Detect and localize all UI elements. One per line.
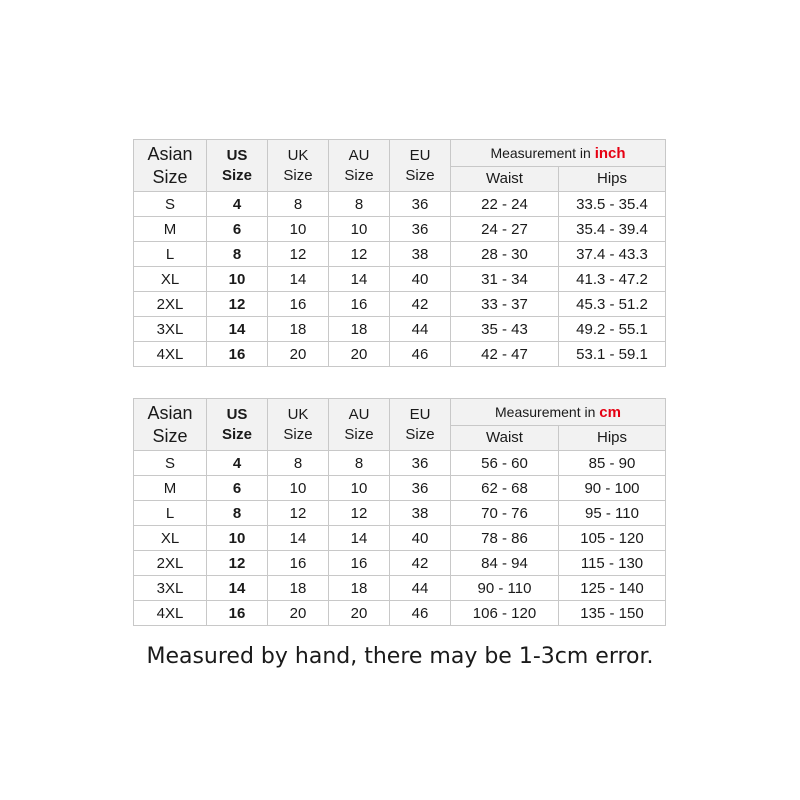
cell-uk: 10 [268, 476, 329, 501]
cell-uk: 14 [268, 526, 329, 551]
header-hips: Hips [559, 167, 666, 192]
cell-au: 16 [329, 292, 390, 317]
table-row [134, 601, 666, 626]
cell-au: 10 [329, 217, 390, 242]
cell-waist: 62 - 68 [451, 476, 559, 501]
cell-au: 18 [329, 576, 390, 601]
cell-us: 16 [207, 601, 268, 626]
cell-asian: M [134, 217, 207, 242]
cell-eu: 44 [390, 576, 451, 601]
cell-asian: S [134, 192, 207, 217]
cell-eu: 36 [390, 192, 451, 217]
cell-us: 16 [207, 342, 268, 367]
table-row [134, 342, 666, 367]
cell-asian: XL [134, 526, 207, 551]
table-row [134, 551, 666, 576]
table-row [134, 451, 666, 476]
unit-label-inch: inch [594, 144, 626, 162]
header-waist: Waist [451, 426, 559, 451]
header-waist: Waist [451, 167, 559, 192]
cell-au: 20 [329, 342, 390, 367]
table-row [134, 242, 666, 267]
header-uk-size: UK Size [268, 399, 329, 451]
header-au-size: AU Size [329, 399, 390, 451]
cell-eu: 40 [390, 526, 451, 551]
cell-us: 14 [207, 317, 268, 342]
cell-eu: 36 [390, 476, 451, 501]
measurement-note: Measured by hand, there may be 1-3cm error. [146, 644, 654, 669]
cell-hips: 45.3 - 51.2 [559, 292, 666, 317]
table-row [134, 267, 666, 292]
cell-asian: S [134, 451, 207, 476]
cell-hips: 49.2 - 55.1 [559, 317, 666, 342]
size-table-cm [133, 398, 666, 626]
cell-us: 4 [207, 451, 268, 476]
cell-au: 8 [329, 192, 390, 217]
cell-eu: 36 [390, 217, 451, 242]
header-eu-size: EU Size [390, 140, 451, 192]
cell-asian: M [134, 476, 207, 501]
cell-au: 8 [329, 451, 390, 476]
cell-asian: 3XL [134, 576, 207, 601]
header-uk-size: UK Size [268, 140, 329, 192]
cell-eu: 44 [390, 317, 451, 342]
cell-uk: 20 [268, 342, 329, 367]
cell-uk: 12 [268, 501, 329, 526]
header-eu-size: EU Size [390, 399, 451, 451]
cell-us: 6 [207, 217, 268, 242]
cell-asian: 3XL [134, 317, 207, 342]
cell-uk: 18 [268, 576, 329, 601]
cell-uk: 12 [268, 242, 329, 267]
cell-au: 12 [329, 242, 390, 267]
cell-asian: L [134, 242, 207, 267]
cell-waist: 78 - 86 [451, 526, 559, 551]
table-row [134, 217, 666, 242]
cell-us: 6 [207, 476, 268, 501]
table-row [134, 476, 666, 501]
cell-uk: 10 [268, 217, 329, 242]
cell-hips: 33.5 - 35.4 [559, 192, 666, 217]
cell-uk: 20 [268, 601, 329, 626]
cell-us: 10 [207, 267, 268, 292]
cell-waist: 56 - 60 [451, 451, 559, 476]
cell-au: 18 [329, 317, 390, 342]
cell-waist: 31 - 34 [451, 267, 559, 292]
cell-uk: 16 [268, 551, 329, 576]
cell-eu: 46 [390, 342, 451, 367]
cell-us: 12 [207, 292, 268, 317]
cell-waist: 84 - 94 [451, 551, 559, 576]
size-table-inch [133, 139, 666, 367]
cell-us: 12 [207, 551, 268, 576]
cell-hips: 35.4 - 39.4 [559, 217, 666, 242]
cell-waist: 28 - 30 [451, 242, 559, 267]
cell-waist: 35 - 43 [451, 317, 559, 342]
cell-waist: 70 - 76 [451, 501, 559, 526]
cell-asian: XL [134, 267, 207, 292]
cell-eu: 42 [390, 292, 451, 317]
header-measurement-inch: Measurement in inch [451, 140, 666, 167]
header-us-size: US Size [207, 140, 268, 192]
cell-eu: 40 [390, 267, 451, 292]
cell-au: 14 [329, 526, 390, 551]
cell-hips: 105 - 120 [559, 526, 666, 551]
cell-uk: 14 [268, 267, 329, 292]
cell-au: 12 [329, 501, 390, 526]
cell-hips: 85 - 90 [559, 451, 666, 476]
cell-eu: 38 [390, 242, 451, 267]
header-us-size: US Size [207, 399, 268, 451]
cell-waist: 33 - 37 [451, 292, 559, 317]
header-hips: Hips [559, 426, 666, 451]
cell-au: 16 [329, 551, 390, 576]
header-au-size: AU Size [329, 140, 390, 192]
table-row [134, 292, 666, 317]
header-asian-size: Asian Size [134, 140, 207, 192]
cell-uk: 18 [268, 317, 329, 342]
cell-waist: 106 - 120 [451, 601, 559, 626]
cell-uk: 8 [268, 192, 329, 217]
cell-hips: 135 - 150 [559, 601, 666, 626]
cell-asian: 4XL [134, 342, 207, 367]
cell-us: 10 [207, 526, 268, 551]
cell-waist: 90 - 110 [451, 576, 559, 601]
cell-asian: 2XL [134, 551, 207, 576]
cell-au: 20 [329, 601, 390, 626]
cell-hips: 115 - 130 [559, 551, 666, 576]
cell-hips: 41.3 - 47.2 [559, 267, 666, 292]
header-measurement-cm: Measurement in cm [451, 399, 666, 426]
cell-us: 14 [207, 576, 268, 601]
table-row [134, 576, 666, 601]
cell-us: 4 [207, 192, 268, 217]
cell-asian: L [134, 501, 207, 526]
unit-label-cm: cm [599, 403, 621, 421]
table-row [134, 317, 666, 342]
cell-uk: 16 [268, 292, 329, 317]
cell-uk: 8 [268, 451, 329, 476]
table-row [134, 501, 666, 526]
cell-eu: 46 [390, 601, 451, 626]
cell-hips: 37.4 - 43.3 [559, 242, 666, 267]
cell-eu: 36 [390, 451, 451, 476]
table-row [134, 526, 666, 551]
cell-asian: 4XL [134, 601, 207, 626]
header-asian-size: Asian Size [134, 399, 207, 451]
cell-waist: 42 - 47 [451, 342, 559, 367]
table-row [134, 192, 666, 217]
cell-eu: 42 [390, 551, 451, 576]
cell-us: 8 [207, 242, 268, 267]
cell-hips: 90 - 100 [559, 476, 666, 501]
cell-waist: 22 - 24 [451, 192, 559, 217]
cell-us: 8 [207, 501, 268, 526]
cell-waist: 24 - 27 [451, 217, 559, 242]
cell-eu: 38 [390, 501, 451, 526]
cell-au: 14 [329, 267, 390, 292]
cell-hips: 125 - 140 [559, 576, 666, 601]
cell-asian: 2XL [134, 292, 207, 317]
cell-hips: 53.1 - 59.1 [559, 342, 666, 367]
cell-hips: 95 - 110 [559, 501, 666, 526]
cell-au: 10 [329, 476, 390, 501]
